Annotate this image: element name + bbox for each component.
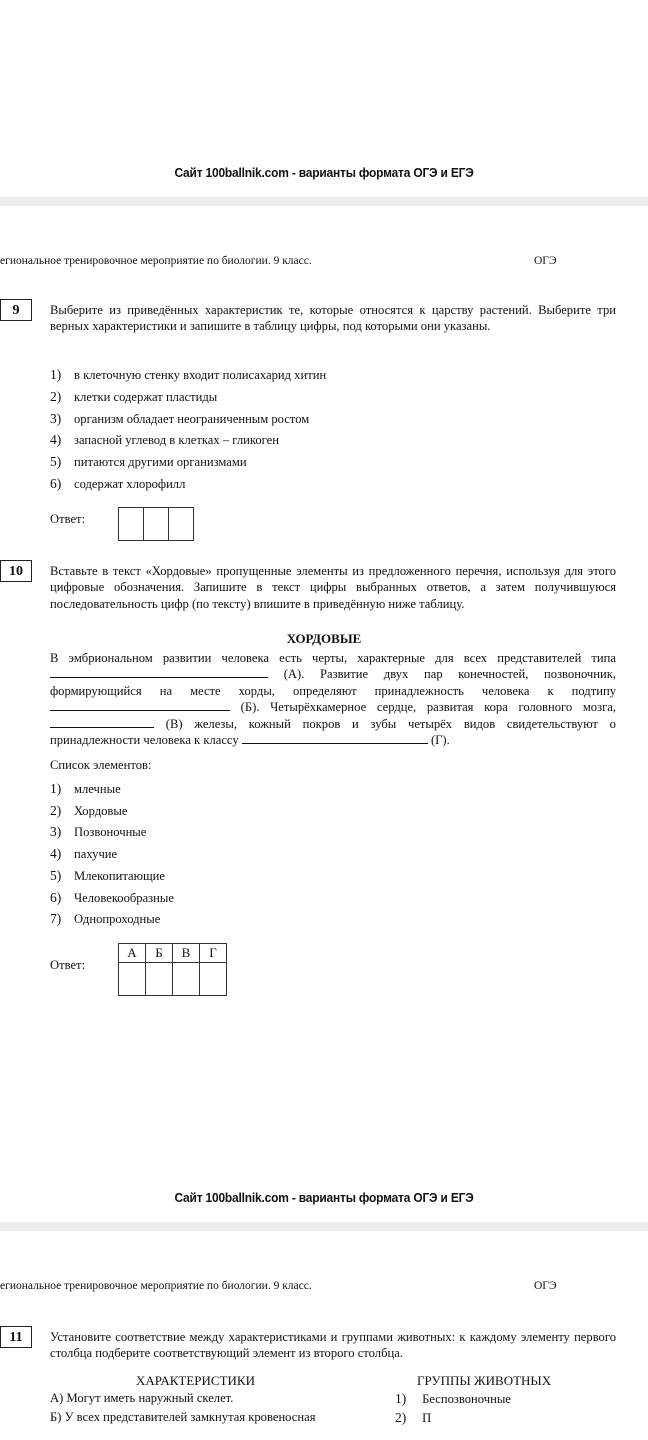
characteristic-a <box>50 1391 233 1406</box>
question-9-number: 9 <box>0 299 32 321</box>
column-2-header: ГРУППЫ ЖИВОТНЫХ <box>417 1373 552 1388</box>
text-title: ХОРДОВЫЕ <box>286 631 362 646</box>
item-number: 2) <box>50 802 62 818</box>
page-header-left: егиональное тренировочное мероприятие по биологии. 9 класс. <box>0 255 312 267</box>
item-number: 3) <box>50 824 62 840</box>
item-number: 6) <box>50 889 62 905</box>
item-text: Могут иметь наружный скелет. <box>66 1391 234 1405</box>
item-number: 1) <box>50 367 62 382</box>
table-header-b: Б <box>146 944 173 963</box>
item-number: 5) <box>50 867 62 883</box>
item-text: запасной углевод в клетках – гликоген <box>74 433 279 448</box>
item-number: 1) <box>50 781 62 796</box>
item-text: содержат хлорофилл <box>74 477 186 491</box>
table-header-a: А <box>119 944 146 963</box>
item-number: А) <box>50 1391 64 1405</box>
question-10-gap-text <box>50 650 616 748</box>
site-banner-2: Сайт 100ballnik.com - варианты формата ОГЭ и ЕГЭ <box>174 1190 474 1205</box>
list-item <box>50 781 121 797</box>
table-header-g: Г <box>200 944 227 963</box>
item-text: клетки содержат пластиды <box>74 389 218 404</box>
answer-cell[interactable] <box>119 963 146 996</box>
gap-text-part-2: (А). Развитие двух пар конечностей, позвоночник, формирующийся на месте хорды, определяют принадлежность человека к подтипу <box>50 667 616 698</box>
column-1-header: ХАРАКТЕРИСТИКИ <box>136 1373 255 1388</box>
site-banner: Сайт 100ballnik.com - варианты формата ОГЭ и ЕГЭ <box>174 165 474 180</box>
list-item <box>50 868 165 884</box>
page-separator-2 <box>0 1222 648 1231</box>
characteristic-b <box>50 1410 316 1425</box>
question-11-text: Установите соответствие между характеристиками и группами животных: к каждому элементу первого столбца подберите соответствующий элемент из второго столбца. <box>50 1330 616 1361</box>
answer-cell[interactable] <box>169 508 194 541</box>
blank-a[interactable] <box>50 666 268 678</box>
list-item <box>50 389 217 405</box>
item-text: Человекообразные <box>74 890 174 905</box>
item-text: Хордовые <box>74 803 128 818</box>
group-2 <box>395 1410 431 1426</box>
list-item <box>50 911 160 927</box>
table-header-v: В <box>173 944 200 963</box>
item-text: У всех представителей замкнутая кровеносная <box>64 1410 316 1424</box>
page-header-right-2: ОГЭ <box>534 1280 557 1292</box>
answer-cell[interactable] <box>144 508 169 541</box>
question-9-text: Выберите из приведённых характеристик те, которые относятся к царству растений. Выберите три верных характеристики и запишите в таблицу цифры, под которыми они указаны. <box>50 303 616 334</box>
item-number: 6) <box>50 476 62 491</box>
item-text: Млекопитающие <box>74 868 166 883</box>
item-text: млечные <box>74 782 121 796</box>
page-header-left-2: егиональное тренировочное мероприятие по биологии. 9 класс. <box>0 1280 312 1292</box>
list-item <box>50 890 174 906</box>
answer-cell[interactable] <box>119 508 144 541</box>
gap-text-part-1: В эмбриональном развитии человека есть черты, характерные для всех представителей типа <box>50 651 616 665</box>
question-10-intro: Вставьте в текст «Хордовые» пропущенные элементы из предложенного перечня, используя для этого цифровые обозначения. Запишите в текст цифры выбранных ответов, а затем получившуюся последовательность цифр (по тексту) впишите в приведённую ниже таблицу. <box>50 564 616 611</box>
page-header-right: ОГЭ <box>534 255 557 267</box>
gap-text-part-5: (Г). <box>430 733 450 748</box>
list-item <box>50 411 309 427</box>
list-item <box>50 824 146 840</box>
item-text: пахучие <box>74 847 118 862</box>
blank-g[interactable] <box>242 732 428 744</box>
item-number: 4) <box>50 432 62 448</box>
question-9-answer-label: Ответ: <box>50 512 86 526</box>
group-1 <box>395 1391 511 1407</box>
item-number: 2) <box>50 388 62 404</box>
item-number: 4) <box>50 846 62 862</box>
list-item <box>50 367 326 383</box>
answer-cell[interactable] <box>173 963 200 996</box>
item-text: организм обладает неограниченным ростом <box>74 411 310 426</box>
elements-list-label: Список элементов: <box>50 758 152 772</box>
list-item <box>50 803 127 819</box>
question-11-number: 11 <box>0 1326 32 1348</box>
list-item <box>50 846 117 862</box>
answer-cell[interactable] <box>146 963 173 996</box>
list-item <box>50 432 279 448</box>
item-number: 2) <box>395 1410 407 1425</box>
gap-text-part-3: (Б). Четырёхкамерное сердце, развитая кора головного мозга, <box>240 700 616 715</box>
item-number: 3) <box>50 410 62 426</box>
question-10-number: 10 <box>0 560 32 582</box>
item-number: 5) <box>50 454 62 470</box>
item-text: Позвоночные <box>74 825 147 840</box>
list-item <box>50 454 247 470</box>
item-number: Б) <box>50 1410 62 1424</box>
blank-b[interactable] <box>50 699 230 711</box>
item-text: питаются другими организмами <box>74 455 247 470</box>
blank-v[interactable] <box>50 716 154 728</box>
item-text: Однопроходные <box>74 912 161 927</box>
item-text: Беспозвоночные <box>422 1392 511 1406</box>
question-10-answer-label: Ответ: <box>50 958 86 972</box>
item-number: 7) <box>50 911 62 927</box>
item-text: в клеточную стенку входит полисахарид хитин <box>74 368 327 382</box>
question-10-answer-table <box>118 943 227 996</box>
item-number: 1) <box>395 1391 407 1406</box>
page-separator <box>0 197 648 206</box>
item-text: П <box>422 1411 432 1425</box>
answer-cell[interactable] <box>200 963 227 996</box>
list-item <box>50 476 185 492</box>
question-9-answer-table <box>118 507 194 541</box>
gap-text-part-4: (В) железы, кожный покров и зубы четырёх видов свидетельствуют о принадлежности человека к классу <box>50 716 616 748</box>
